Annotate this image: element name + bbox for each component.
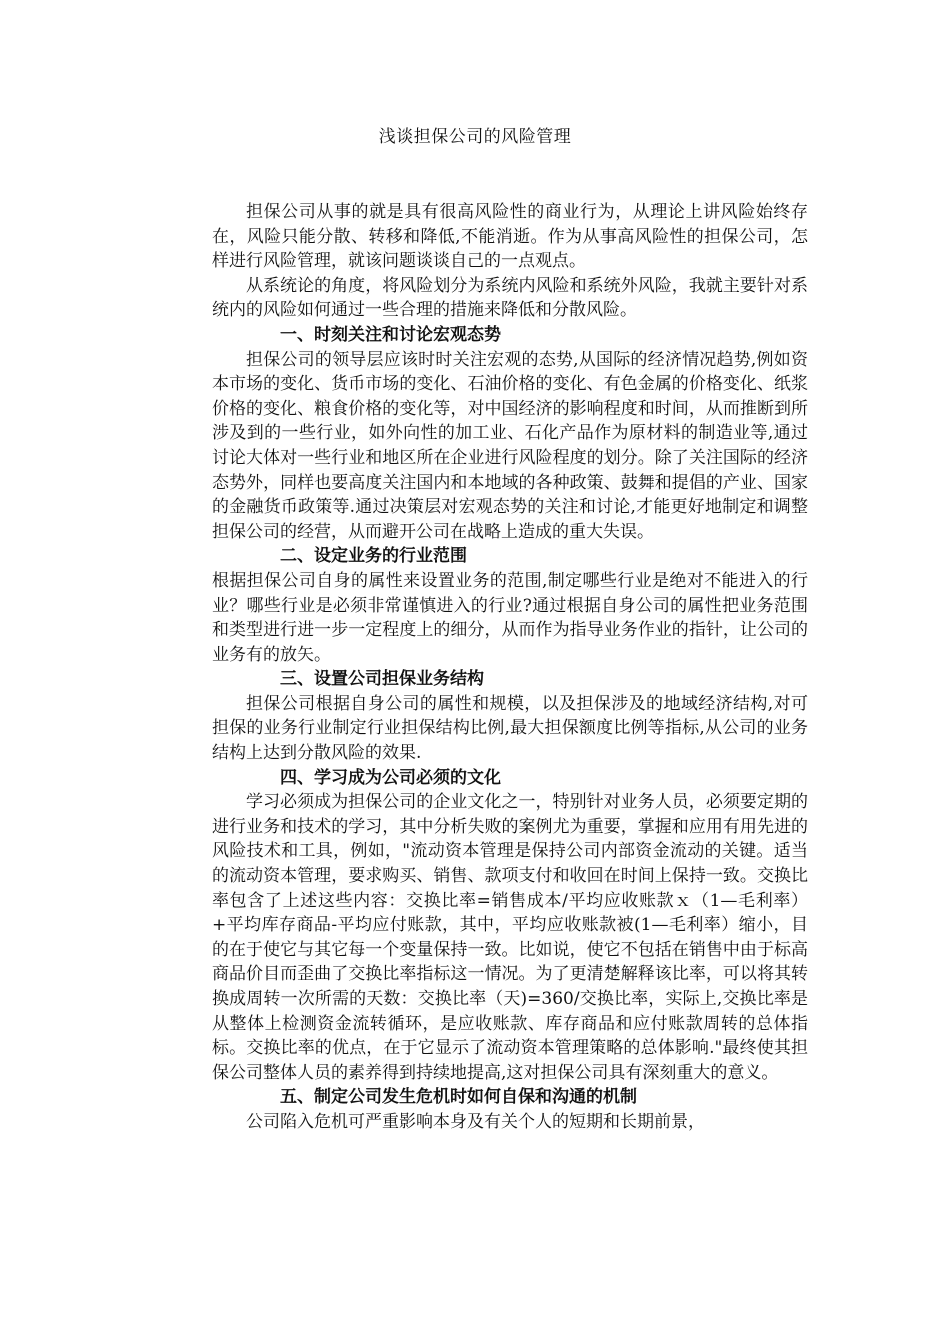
document-body xyxy=(212,200,808,1135)
section-heading: 四、学习成为公司必须的文化 xyxy=(280,767,501,788)
section-heading: 二、设定业务的行业范围 xyxy=(280,546,467,567)
section-paragraph: 担保公司的领导层应该时时关注宏观的态势,从国际的经济情况趋势,例如资本市场的变化、货币市场的变化、石油价格的变化、有色金属的价格变化、纸浆价格的变化、粮食价格的变化等，对中国经济的影响程度和时间，从而推断到所涉及到的一些行业，如外向性的加工业、石化产品作为原材料的制造业等,通过讨论大体对一些行业和地区所在企业进行风险程度的划分。除了关注国际的经济态势外，同样也要高度关注国内和本地域的各种政策、鼓舞和提倡的产业、国家的金融货币政策等.通过决策层对宏观态势的关注和讨论,才能更好地制定和调整担保公司的经营，从而避开公司在战略上造成的重大失误。 xyxy=(212,349,808,542)
intro-paragraph: 担保公司从事的就是具有很高风险性的商业行为，从理论上讲风险始终存在，风险只能分散、转移和降低,不能消逝。作为从事高风险性的担保公司，怎样进行风险管理，就该问题谈谈自己的一点观点。 xyxy=(212,202,808,272)
section-paragraph: 学习必须成为担保公司的企业文化之一，特别针对业务人员，必须要定期的进行业务和技术的学习，其中分析失败的案例尤为重要，掌握和应用有用先进的风险技术和工具，例如，"流动资本管理是保持公司内部资金流动的关键。适当的流动资本管理，要求购买、销售、款项支付和收回在时间上保持一致。交换比率包含了上述这些内容：交换比率=销售成本/平均应收账款ｘ（1—毛利率）+平均库存商品-平均应付账款，其中，平均应收账款被(1—毛利率）缩小，目的在于使它与其它每一个变量保持一致。比如说，使它不包括在销售中由于标高商品价目而歪曲了交换比率指标这一情况。为了更清楚解释该比率，可以将其转换成周转一次所需的天数：交换比率（天)=360/交换比率，实际上,交换比率是从整体上检测资金流转循环，是应收账款、库存商品和应付账款周转的总体指标。交换比率的优点，在于它显示了流动资本管理策略的总体影响."最终使其担保公司整体人员的素养得到持续地提高,这对担保公司具有深刻重大的意义。 xyxy=(212,792,808,1083)
document-title: 浅谈担保公司的风险管理 xyxy=(378,127,572,147)
section-paragraph: 根据担保公司自身的属性来设置业务的范围,制定哪些行业是绝对不能进入的行业？哪些行业是必须非常谨慎进入的行业?通过根据自身公司的属性把业务范围和类型进行进一步一定程度上的细分，从而作为指导业务作业的指针，让公司的业务有的放矢。 xyxy=(212,570,808,665)
section-paragraph: 公司陷入危机可严重影响本身及有关个人的短期和长期前景， xyxy=(246,1111,705,1132)
section-heading: 五、制定公司发生危机时如何自保和沟通的机制 xyxy=(280,1087,637,1108)
section-paragraph: 担保公司根据自身公司的属性和规模，以及担保涉及的地域经济结构,对可担保的业务行业制定行业担保结构比例,最大担保额度比例等指标,从公司的业务结构上达到分散风险的效果. xyxy=(212,693,808,764)
section-heading: 三、设置公司担保业务结构 xyxy=(280,669,484,690)
section-heading: 一、时刻关注和讨论宏观态势 xyxy=(280,324,501,345)
intro-paragraph: 从系统论的角度，将风险划分为系统内风险和系统外风险，我就主要针对系统内的风险如何通过一些合理的措施来降低和分散风险。 xyxy=(212,275,808,321)
